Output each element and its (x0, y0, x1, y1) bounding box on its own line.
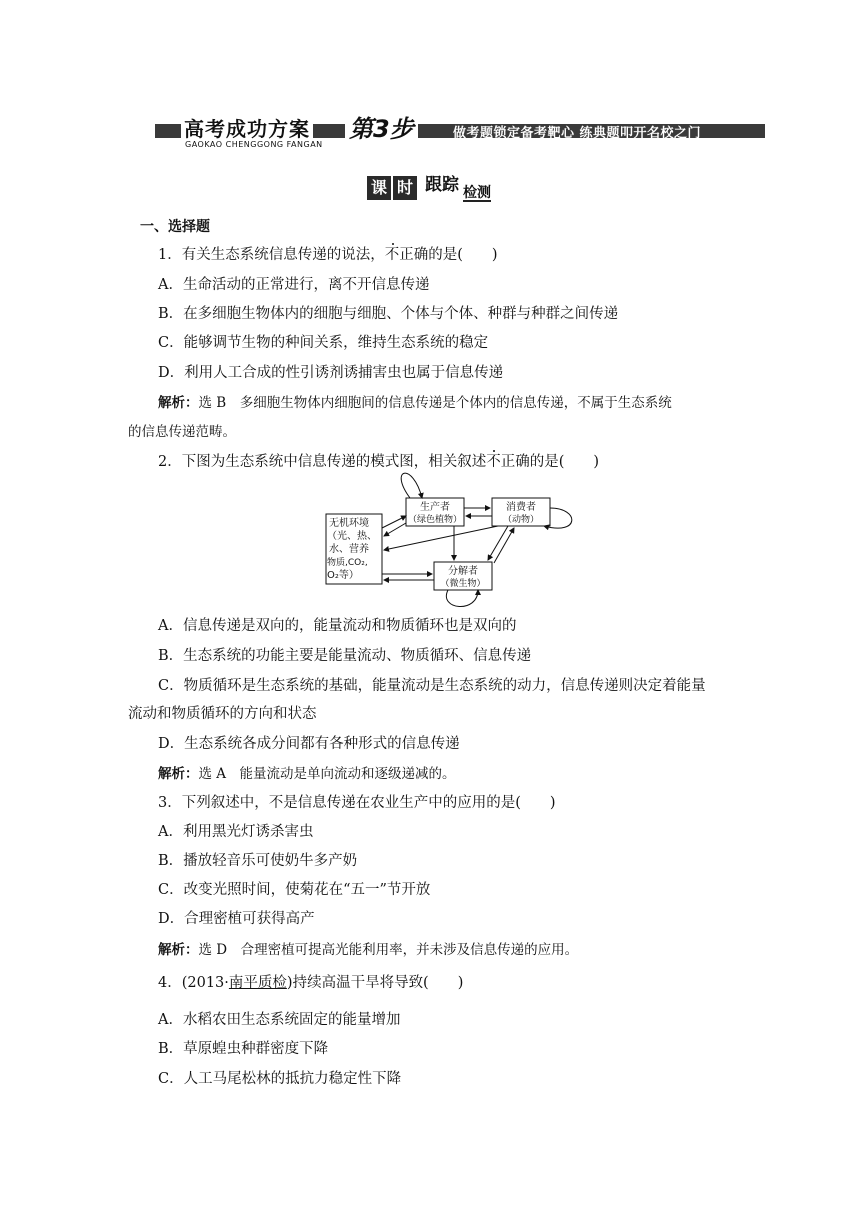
tag-hand-1: 跟踪 (425, 175, 459, 195)
info-transfer-diagram (318, 468, 580, 608)
q1-stem-emph: 不 (384, 247, 400, 263)
q1-stem-post: 正确的是( ) (399, 247, 498, 263)
banner-slogan: 做考题锁定备考靶心 练典题叩开名校之门 (453, 126, 702, 141)
q1-stem-pre: 1．有关生态系统信息传递的说法， (158, 247, 385, 263)
q1-option-c: C．能够调节生物的种间关系，维持生态系统的稳定 (158, 335, 489, 351)
q3-option-d: D．合理密植可获得高产 (158, 911, 315, 927)
q2-stem-emph: 不 (486, 454, 501, 470)
decomposer-loop-arrow (446, 590, 478, 607)
banner-pinyin: GAOKAO CHENGGONG FANGAN (185, 140, 323, 149)
q1-option-d: D．利用人工合成的性引诱剂诱捕害虫也属于信息传递 (158, 365, 504, 381)
q2-option-d: D．生态系统各成分间都有各种形式的信息传递 (158, 736, 460, 752)
q4-option-b: B．草原蝗虫种群密度下降 (158, 1041, 329, 1057)
q2-option-b: B．生态系统的功能主要是能量流动、物质循环、信息传递 (158, 648, 532, 664)
tag-hand-2: 检测 (463, 185, 491, 201)
section-title: 一、选择题 (140, 219, 210, 235)
q3-answer-text: 选 D 合理密植可提高光能利用率，并未涉及信息传递的应用。 (198, 942, 579, 958)
q2-option-c-cont: 流动和物质循环的方向和状态 (128, 706, 317, 722)
q4-stem-post: )持续高温干旱将导致( ) (286, 975, 464, 991)
q2-option-a: A．信息传递是双向的，能量流动和物质循环也是双向的 (158, 618, 517, 634)
q4-stem-src: 南平质检 (228, 975, 287, 991)
q2-stem-post: 正确的是( ) (500, 454, 600, 470)
q2-stem-pre: 2．下图为生态系统中信息传递的模式图，相关叙述 (158, 454, 487, 470)
env-label-4: O₂等） (327, 570, 359, 581)
producer-label: 生产者 (420, 502, 450, 513)
question-1-stem (158, 246, 498, 264)
q2-option-c: C．物质循环是生态系统的基础，能量流动是生态系统的动力，信息传递则决定着能量 (158, 678, 706, 694)
env-label-2: 水、营养 (329, 544, 369, 555)
tag-box-1: 课 (367, 176, 391, 200)
q3-option-b: B．播放轻音乐可使奶牛多产奶 (158, 853, 358, 869)
q1-answer (158, 394, 672, 412)
q1-answer-label: 解析： (158, 395, 199, 411)
banner-title: 高考成功方案 (181, 118, 313, 140)
env-label-0: 无机环境 (329, 518, 369, 529)
q1-option-b: B．在多细胞生物体内的细胞与细胞、个体与个体、种群与种群之间传递 (158, 306, 619, 322)
q3-answer-label: 解析： (158, 942, 199, 958)
consumer-loop-arrow (544, 508, 572, 528)
tag-box-2: 时 (393, 176, 417, 200)
decomposer-sub: （微生物） (440, 579, 486, 589)
producer-sub: （绿色植物） (407, 515, 463, 525)
consumer-label: 消费者 (506, 502, 536, 513)
q1-answer-text: 选 B 多细胞生物体内细胞间的信息传递是个体内的信息传递，不属于生态系统 (198, 395, 672, 411)
q4-option-c: C．人工马尾松林的抵抗力稳定性下降 (158, 1071, 402, 1087)
q4-stem-pre: 4．(2013· (158, 975, 229, 991)
env-label-1: （光、热、 (327, 531, 377, 542)
q3-answer (158, 941, 578, 959)
q4-option-a: A．水稻农田生态系统固定的能量增加 (158, 1012, 401, 1028)
q2-answer-label: 解析： (158, 766, 199, 782)
env-label-3: 物质,CO₂, (327, 558, 368, 568)
section-tag (367, 176, 491, 202)
q2-answer (158, 765, 456, 783)
q1-answer-cont: 的信息传递范畴。 (128, 424, 236, 440)
producer-loop-arrow (401, 473, 422, 498)
q2-answer-text: 选 A 能量流动是单向流动和逐级递减的。 (198, 766, 456, 782)
consumer-sub: （动物） (502, 515, 540, 525)
q3-option-c: C．改变光照时间，使菊花在“五一”节开放 (158, 882, 431, 898)
header-banner (155, 115, 765, 150)
q3-option-a: A．利用黑光灯诱杀害虫 (158, 824, 314, 840)
question-4-stem (158, 974, 463, 992)
arrow-consumer-env (384, 526, 498, 550)
banner-part: 第3步 (345, 114, 418, 144)
question-3-stem: 3．下列叙述中，不是信息传递在农业生产中的应用的是( ) (158, 795, 556, 811)
decomposer-label: 分解者 (448, 566, 478, 577)
q1-option-a: A．生命活动的正常进行，离不开信息传递 (158, 277, 430, 293)
arrow-env-producer (382, 516, 406, 528)
